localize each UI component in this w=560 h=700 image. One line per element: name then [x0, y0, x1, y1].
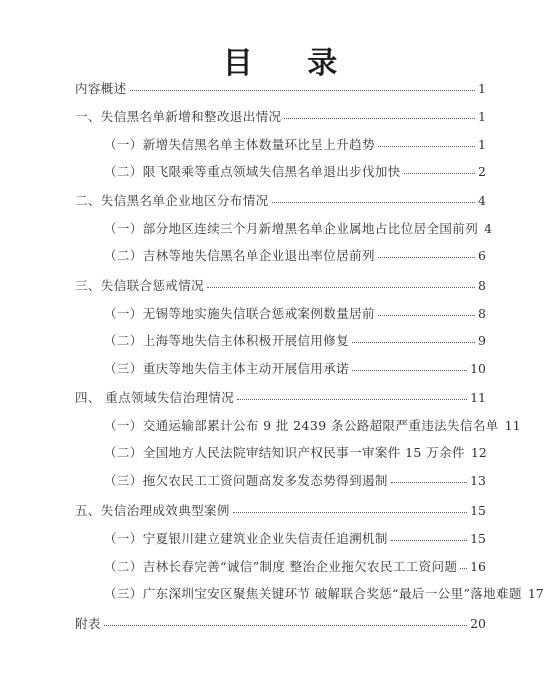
toc-page-number: 1	[478, 109, 486, 124]
dot-leader	[233, 512, 467, 513]
toc-entry-title: （三）广东深圳宝安区聚焦关键环节 破解联合奖惩“最后一公里”落地难题	[104, 586, 522, 601]
toc-entry-title: 四、 重点领域失信治理情况	[75, 390, 235, 405]
dot-leader	[237, 399, 467, 400]
toc-entry[interactable]	[75, 503, 486, 519]
dot-leader	[404, 173, 475, 174]
toc-entry[interactable]	[75, 81, 486, 97]
toc-entry-title: （三）拖欠农民工工资问题高发多发态势得到遏制	[104, 473, 388, 488]
toc-page-number: 15	[470, 503, 486, 518]
toc-page-number: 13	[470, 473, 486, 488]
toc-entry-title: （二）全国地方人民法院审结知识产权民事一审案件 15 万余件	[104, 445, 465, 460]
toc-entry-title: （一）部分地区连续三个月新增黑名单企业属地占比位居全国前列	[104, 221, 479, 236]
dot-leader	[391, 540, 467, 541]
toc-page-number: 4	[484, 221, 493, 236]
toc-entry[interactable]	[104, 333, 486, 349]
toc-page-number: 8	[478, 278, 486, 293]
toc-entry[interactable]	[104, 221, 493, 237]
toc-page-number: 1	[478, 137, 486, 152]
toc-entry-title: （一）新增失信黑名单主体数量环比呈上升趋势	[104, 137, 375, 152]
toc-entry[interactable]	[75, 390, 486, 406]
page-title: 目 录	[222, 46, 360, 81]
toc-entry[interactable]	[104, 361, 486, 377]
toc-entry[interactable]	[104, 473, 486, 489]
toc-entry-title: （二）吉林等地失信黑名单企业退出率位居前列	[104, 248, 375, 263]
toc-entry-title: 附表	[75, 616, 101, 631]
toc-page-number: 12	[470, 445, 487, 460]
toc-page-number: 2	[478, 164, 486, 179]
dot-leader	[352, 370, 467, 371]
toc-entry-title: （二）限飞限乘等重点领域失信黑名单退出步伐加快	[104, 164, 401, 179]
toc-entry-title: （三）重庆等地失信主体主动开展信用承诺	[104, 361, 350, 376]
toc-entry-title: （一）无锡等地实施失信联合惩戒案例数量居前	[104, 306, 375, 321]
toc-entry[interactable]	[104, 559, 486, 575]
toc-page-number: 8	[478, 306, 486, 321]
toc-page-number: 6	[478, 248, 486, 263]
toc-entry-title: 三、失信联合惩戒情况	[75, 278, 205, 293]
toc-page-number: 15	[470, 531, 486, 546]
toc-page-number: 17	[527, 586, 544, 601]
dot-leader	[207, 287, 475, 288]
dot-leader	[378, 257, 475, 258]
toc-page-number: 11	[504, 418, 521, 433]
toc-entry-title: （二）上海等地失信主体积极开展信用修复	[104, 333, 350, 348]
toc-entry[interactable]	[104, 531, 486, 547]
toc-entry[interactable]	[104, 418, 521, 434]
toc-entry[interactable]	[104, 306, 486, 322]
toc-entry-title: 五、失信治理成效典型案例	[75, 503, 230, 518]
dot-leader	[391, 482, 467, 483]
dot-leader	[130, 90, 475, 91]
dot-leader	[460, 568, 467, 569]
toc-entry-title: （一）宁夏银川建立建筑业企业失信责任追溯机制	[104, 531, 388, 546]
toc-entry[interactable]	[75, 278, 486, 294]
toc-entry[interactable]	[104, 248, 486, 264]
toc-entry-title: 二、失信黑名单企业地区分布情况	[75, 193, 269, 208]
dot-leader	[284, 118, 475, 119]
toc-page-number: 11	[470, 390, 486, 405]
toc-entry-title: 一、失信黑名单新增和整改退出情况	[75, 109, 282, 124]
dot-leader	[104, 625, 467, 626]
toc-page-number: 16	[470, 559, 486, 574]
toc-entry-title: 内容概述	[75, 81, 127, 96]
toc-page-number: 1	[478, 81, 486, 96]
toc-page-number: 10	[470, 361, 486, 376]
dot-leader	[352, 342, 475, 343]
dot-leader	[378, 315, 475, 316]
dot-leader	[378, 146, 475, 147]
toc-entry-title: （二）吉林长春完善“诚信”制度 整治企业拖欠农民工工资问题	[104, 559, 458, 574]
toc-page-number: 9	[478, 333, 486, 348]
toc-entry-title: （一）交通运输部累计公布 9 批 2439 条公路超限严重违法失信名单	[104, 418, 499, 433]
toc-entry[interactable]	[104, 586, 544, 602]
toc-entry[interactable]	[75, 109, 486, 125]
toc-page-number: 20	[470, 616, 486, 631]
toc-entry[interactable]	[104, 164, 486, 180]
toc-entry[interactable]	[75, 193, 486, 209]
toc-entry[interactable]	[104, 137, 486, 153]
toc-entry[interactable]	[75, 616, 486, 632]
toc-page-number: 4	[478, 193, 486, 208]
toc-entry[interactable]	[104, 445, 486, 461]
dot-leader	[272, 202, 476, 203]
